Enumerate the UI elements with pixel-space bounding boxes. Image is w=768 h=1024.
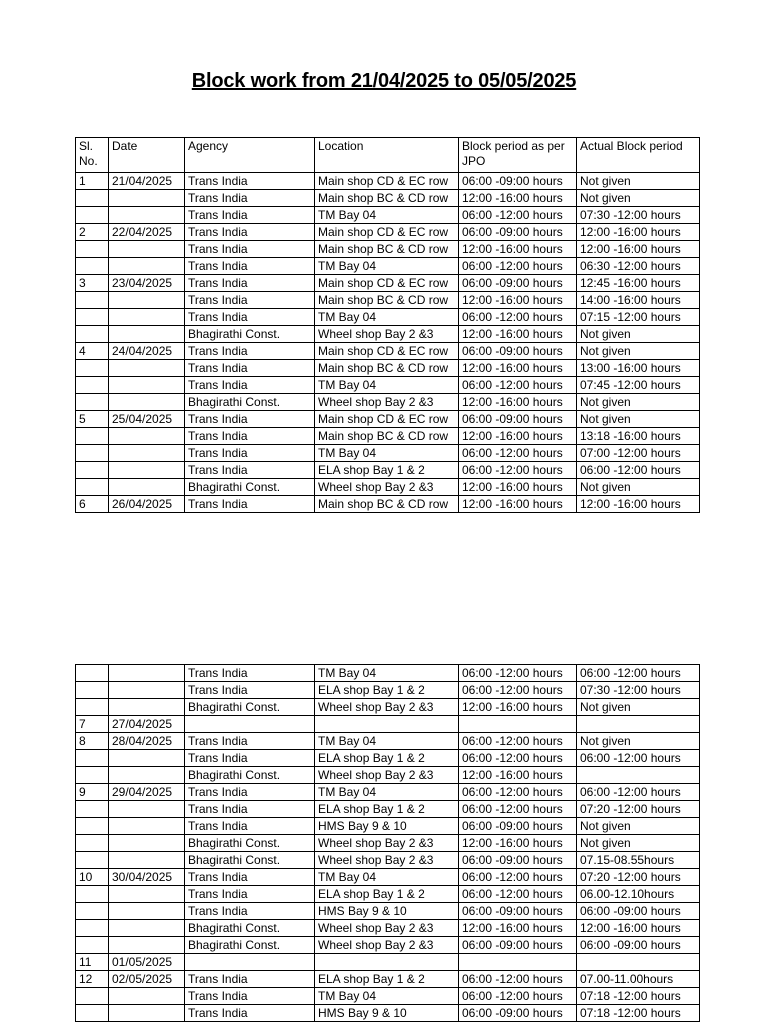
cell-actual-block-period: Not given xyxy=(577,326,700,343)
page-title: Block work from 21/04/2025 to 05/05/2025 xyxy=(191,70,577,92)
table-row xyxy=(76,869,700,886)
cell-sl-no xyxy=(76,767,109,784)
cell-date xyxy=(109,479,185,496)
cell-location: HMS Bay 9 & 10 xyxy=(315,1005,459,1022)
cell-block-period-jpo: 06:00 -09:00 hours xyxy=(459,903,577,920)
cell-location: TM Bay 04 xyxy=(315,258,459,275)
cell-actual-block-period: 13:00 -16:00 hours xyxy=(577,360,700,377)
cell-date: 21/04/2025 xyxy=(109,173,185,190)
cell-agency: Trans India xyxy=(185,733,315,750)
cell-sl-no xyxy=(76,479,109,496)
cell-location: TM Bay 04 xyxy=(315,665,459,682)
table-row xyxy=(76,445,700,462)
cell-agency: Bhagirathi Const. xyxy=(185,937,315,954)
cell-location: Wheel shop Bay 2 &3 xyxy=(315,937,459,954)
cell-sl-no: 5 xyxy=(76,411,109,428)
cell-date: 30/04/2025 xyxy=(109,869,185,886)
cell-sl-no xyxy=(76,326,109,343)
header-block-period-jpo: Block period as per JPO xyxy=(459,138,577,173)
cell-date xyxy=(109,699,185,716)
cell-block-period-jpo: 06:00 -09:00 hours xyxy=(459,224,577,241)
cell-actual-block-period: Not given xyxy=(577,343,700,360)
cell-agency: Trans India xyxy=(185,190,315,207)
cell-sl-no xyxy=(76,903,109,920)
cell-location: TM Bay 04 xyxy=(315,784,459,801)
cell-block-period-jpo: 06:00 -09:00 hours xyxy=(459,937,577,954)
cell-date xyxy=(109,462,185,479)
cell-sl-no: 4 xyxy=(76,343,109,360)
cell-location: Main shop BC & CD row xyxy=(315,496,459,513)
table-row xyxy=(76,411,700,428)
cell-actual-block-period: Not given xyxy=(577,835,700,852)
cell-location: Wheel shop Bay 2 &3 xyxy=(315,479,459,496)
cell-date: 25/04/2025 xyxy=(109,411,185,428)
cell-date xyxy=(109,1005,185,1022)
cell-block-period-jpo xyxy=(459,716,577,733)
cell-date xyxy=(109,207,185,224)
header-actual-block-period: Actual Block period xyxy=(577,138,700,173)
table-row xyxy=(76,309,700,326)
cell-agency: Trans India xyxy=(185,343,315,360)
cell-block-period-jpo: 06:00 -09:00 hours xyxy=(459,852,577,869)
table-row xyxy=(76,954,700,971)
cell-agency: Trans India xyxy=(185,292,315,309)
cell-block-period-jpo: 06:00 -12:00 hours xyxy=(459,377,577,394)
table-row xyxy=(76,275,700,292)
cell-location: Main shop CD & EC row xyxy=(315,411,459,428)
table-row xyxy=(76,699,700,716)
cell-date xyxy=(109,903,185,920)
table-row xyxy=(76,190,700,207)
cell-location xyxy=(315,716,459,733)
cell-agency: Trans India xyxy=(185,207,315,224)
cell-actual-block-period: 07:20 -12:00 hours xyxy=(577,801,700,818)
cell-block-period-jpo: 06:00 -12:00 hours xyxy=(459,309,577,326)
cell-date: 23/04/2025 xyxy=(109,275,185,292)
cell-block-period-jpo: 12:00 -16:00 hours xyxy=(459,241,577,258)
cell-sl-no xyxy=(76,665,109,682)
cell-actual-block-period: 06:00 -12:00 hours xyxy=(577,462,700,479)
cell-date xyxy=(109,394,185,411)
cell-actual-block-period: 06:30 -12:00 hours xyxy=(577,258,700,275)
cell-block-period-jpo: 12:00 -16:00 hours xyxy=(459,767,577,784)
cell-block-period-jpo: 12:00 -16:00 hours xyxy=(459,699,577,716)
cell-block-period-jpo: 06:00 -12:00 hours xyxy=(459,750,577,767)
cell-date xyxy=(109,428,185,445)
cell-block-period-jpo: 12:00 -16:00 hours xyxy=(459,326,577,343)
cell-location: ELA shop Bay 1 & 2 xyxy=(315,886,459,903)
cell-agency: Trans India xyxy=(185,886,315,903)
cell-location: TM Bay 04 xyxy=(315,445,459,462)
cell-location: ELA shop Bay 1 & 2 xyxy=(315,971,459,988)
table-row xyxy=(76,682,700,699)
table-row xyxy=(76,292,700,309)
cell-agency: Trans India xyxy=(185,869,315,886)
cell-location: Main shop BC & CD row xyxy=(315,428,459,445)
table-row xyxy=(76,241,700,258)
cell-sl-no xyxy=(76,750,109,767)
cell-block-period-jpo: 06:00 -12:00 hours xyxy=(459,801,577,818)
cell-date xyxy=(109,309,185,326)
cell-block-period-jpo: 06:00 -12:00 hours xyxy=(459,869,577,886)
cell-date xyxy=(109,292,185,309)
cell-block-period-jpo: 06:00 -12:00 hours xyxy=(459,445,577,462)
cell-block-period-jpo: 12:00 -16:00 hours xyxy=(459,496,577,513)
cell-agency: Trans India xyxy=(185,818,315,835)
table-row xyxy=(76,733,700,750)
cell-actual-block-period: 07:15 -12:00 hours xyxy=(577,309,700,326)
table-row xyxy=(76,326,700,343)
header-sl-no: Sl. No. xyxy=(76,138,109,173)
cell-actual-block-period xyxy=(577,716,700,733)
cell-date: 22/04/2025 xyxy=(109,224,185,241)
cell-date: 01/05/2025 xyxy=(109,954,185,971)
cell-block-period-jpo: 06:00 -12:00 hours xyxy=(459,988,577,1005)
cell-date: 27/04/2025 xyxy=(109,716,185,733)
cell-date xyxy=(109,750,185,767)
cell-agency: Trans India xyxy=(185,801,315,818)
cell-block-period-jpo: 12:00 -16:00 hours xyxy=(459,292,577,309)
cell-sl-no xyxy=(76,1005,109,1022)
table-row xyxy=(76,767,700,784)
cell-location: Main shop CD & EC row xyxy=(315,224,459,241)
cell-location: HMS Bay 9 & 10 xyxy=(315,818,459,835)
cell-location: Main shop CD & EC row xyxy=(315,173,459,190)
table-row xyxy=(76,852,700,869)
cell-date xyxy=(109,920,185,937)
cell-block-period-jpo: 12:00 -16:00 hours xyxy=(459,190,577,207)
cell-location: ELA shop Bay 1 & 2 xyxy=(315,750,459,767)
cell-sl-no xyxy=(76,309,109,326)
cell-block-period-jpo: 06:00 -12:00 hours xyxy=(459,258,577,275)
cell-agency: Trans India xyxy=(185,241,315,258)
cell-actual-block-period: 07:18 -12:00 hours xyxy=(577,988,700,1005)
cell-block-period-jpo: 06:00 -09:00 hours xyxy=(459,818,577,835)
cell-agency: Bhagirathi Const. xyxy=(185,479,315,496)
cell-agency: Trans India xyxy=(185,360,315,377)
cell-date xyxy=(109,835,185,852)
cell-agency: Trans India xyxy=(185,462,315,479)
cell-location: Wheel shop Bay 2 &3 xyxy=(315,835,459,852)
cell-actual-block-period: 07:00 -12:00 hours xyxy=(577,445,700,462)
cell-actual-block-period: 06:00 -12:00 hours xyxy=(577,750,700,767)
cell-agency xyxy=(185,716,315,733)
cell-sl-no: 10 xyxy=(76,869,109,886)
cell-actual-block-period: 06:00 -12:00 hours xyxy=(577,784,700,801)
table-row xyxy=(76,428,700,445)
cell-agency: Bhagirathi Const. xyxy=(185,699,315,716)
cell-actual-block-period: Not given xyxy=(577,479,700,496)
cell-block-period-jpo: 12:00 -16:00 hours xyxy=(459,479,577,496)
cell-date xyxy=(109,767,185,784)
table-row xyxy=(76,360,700,377)
cell-location: TM Bay 04 xyxy=(315,733,459,750)
cell-sl-no xyxy=(76,207,109,224)
cell-location: Wheel shop Bay 2 &3 xyxy=(315,326,459,343)
cell-block-period-jpo: 06:00 -12:00 hours xyxy=(459,207,577,224)
cell-actual-block-period: 13:18 -16:00 hours xyxy=(577,428,700,445)
cell-date: 29/04/2025 xyxy=(109,784,185,801)
cell-actual-block-period: 12:00 -16:00 hours xyxy=(577,224,700,241)
cell-block-period-jpo: 06:00 -09:00 hours xyxy=(459,411,577,428)
cell-location: Main shop CD & EC row xyxy=(315,275,459,292)
cell-date xyxy=(109,360,185,377)
cell-agency: Trans India xyxy=(185,173,315,190)
cell-location: TM Bay 04 xyxy=(315,988,459,1005)
table-row xyxy=(76,343,700,360)
cell-location: Main shop BC & CD row xyxy=(315,241,459,258)
cell-block-period-jpo: 06:00 -12:00 hours xyxy=(459,886,577,903)
cell-agency: Bhagirathi Const. xyxy=(185,835,315,852)
cell-agency xyxy=(185,954,315,971)
block-work-table-part-1 xyxy=(75,137,700,513)
cell-actual-block-period: Not given xyxy=(577,190,700,207)
cell-sl-no: 7 xyxy=(76,716,109,733)
table-row xyxy=(76,886,700,903)
cell-date xyxy=(109,326,185,343)
cell-location: Wheel shop Bay 2 &3 xyxy=(315,920,459,937)
table-row xyxy=(76,173,700,190)
cell-location: Wheel shop Bay 2 &3 xyxy=(315,767,459,784)
cell-sl-no: 1 xyxy=(76,173,109,190)
cell-date xyxy=(109,241,185,258)
cell-agency: Trans India xyxy=(185,224,315,241)
cell-actual-block-period: 12:45 -16:00 hours xyxy=(577,275,700,292)
cell-date xyxy=(109,445,185,462)
cell-sl-no: 6 xyxy=(76,496,109,513)
table-row xyxy=(76,835,700,852)
cell-agency: Trans India xyxy=(185,665,315,682)
cell-block-period-jpo: 06:00 -12:00 hours xyxy=(459,682,577,699)
cell-date xyxy=(109,682,185,699)
cell-agency: Trans India xyxy=(185,411,315,428)
cell-block-period-jpo: 12:00 -16:00 hours xyxy=(459,360,577,377)
cell-sl-no xyxy=(76,818,109,835)
cell-agency: Bhagirathi Const. xyxy=(185,326,315,343)
table-row xyxy=(76,665,700,682)
cell-sl-no xyxy=(76,292,109,309)
table-row xyxy=(76,818,700,835)
cell-actual-block-period: 06:00 -09:00 hours xyxy=(577,937,700,954)
cell-sl-no xyxy=(76,988,109,1005)
cell-sl-no xyxy=(76,258,109,275)
cell-sl-no xyxy=(76,394,109,411)
table-row xyxy=(76,784,700,801)
cell-date: 02/05/2025 xyxy=(109,971,185,988)
cell-sl-no: 11 xyxy=(76,954,109,971)
cell-sl-no xyxy=(76,801,109,818)
cell-agency: Bhagirathi Const. xyxy=(185,394,315,411)
cell-agency: Trans India xyxy=(185,1005,315,1022)
cell-sl-no: 3 xyxy=(76,275,109,292)
cell-actual-block-period: Not given xyxy=(577,733,700,750)
cell-sl-no xyxy=(76,835,109,852)
cell-agency: Trans India xyxy=(185,428,315,445)
cell-actual-block-period: Not given xyxy=(577,173,700,190)
cell-date xyxy=(109,886,185,903)
cell-date xyxy=(109,258,185,275)
cell-block-period-jpo: 06:00 -12:00 hours xyxy=(459,784,577,801)
cell-agency: Trans India xyxy=(185,784,315,801)
cell-actual-block-period: 07:30 -12:00 hours xyxy=(577,682,700,699)
cell-sl-no xyxy=(76,241,109,258)
table-row xyxy=(76,224,700,241)
cell-agency: Trans India xyxy=(185,445,315,462)
cell-date: 26/04/2025 xyxy=(109,496,185,513)
block-work-table-part-2 xyxy=(75,664,700,1022)
cell-sl-no: 8 xyxy=(76,733,109,750)
cell-agency: Trans India xyxy=(185,377,315,394)
cell-block-period-jpo: 06:00 -09:00 hours xyxy=(459,343,577,360)
cell-agency: Trans India xyxy=(185,971,315,988)
cell-actual-block-period: 12:00 -16:00 hours xyxy=(577,496,700,513)
cell-block-period-jpo xyxy=(459,954,577,971)
cell-sl-no xyxy=(76,682,109,699)
table-row xyxy=(76,207,700,224)
cell-block-period-jpo: 06:00 -09:00 hours xyxy=(459,173,577,190)
cell-date xyxy=(109,377,185,394)
cell-sl-no xyxy=(76,937,109,954)
cell-location: Main shop CD & EC row xyxy=(315,343,459,360)
cell-agency: Trans India xyxy=(185,682,315,699)
cell-agency: Trans India xyxy=(185,750,315,767)
cell-date xyxy=(109,190,185,207)
cell-sl-no xyxy=(76,920,109,937)
cell-block-period-jpo: 06:00 -12:00 hours xyxy=(459,971,577,988)
cell-date xyxy=(109,665,185,682)
cell-location: TM Bay 04 xyxy=(315,377,459,394)
cell-block-period-jpo: 06:00 -12:00 hours xyxy=(459,462,577,479)
cell-actual-block-period: 07:45 -12:00 hours xyxy=(577,377,700,394)
cell-agency: Trans India xyxy=(185,309,315,326)
cell-agency: Bhagirathi Const. xyxy=(185,920,315,937)
table-row xyxy=(76,971,700,988)
cell-sl-no xyxy=(76,428,109,445)
table-row xyxy=(76,462,700,479)
cell-actual-block-period: 12:00 -16:00 hours xyxy=(577,241,700,258)
table-row xyxy=(76,988,700,1005)
cell-location: Wheel shop Bay 2 &3 xyxy=(315,699,459,716)
cell-block-period-jpo: 12:00 -16:00 hours xyxy=(459,394,577,411)
cell-block-period-jpo: 06:00 -12:00 hours xyxy=(459,665,577,682)
cell-agency: Bhagirathi Const. xyxy=(185,852,315,869)
cell-sl-no xyxy=(76,190,109,207)
cell-location: Main shop BC & CD row xyxy=(315,292,459,309)
cell-actual-block-period: 14:00 -16:00 hours xyxy=(577,292,700,309)
cell-location: TM Bay 04 xyxy=(315,869,459,886)
cell-actual-block-period: 07.15-08.55hours xyxy=(577,852,700,869)
cell-actual-block-period: 07:30 -12:00 hours xyxy=(577,207,700,224)
cell-actual-block-period: 07:20 -12:00 hours xyxy=(577,869,700,886)
cell-date xyxy=(109,852,185,869)
table-row xyxy=(76,1005,700,1022)
cell-actual-block-period: 06:00 -09:00 hours xyxy=(577,903,700,920)
cell-actual-block-period: Not given xyxy=(577,818,700,835)
cell-block-period-jpo: 06:00 -12:00 hours xyxy=(459,733,577,750)
cell-actual-block-period: 07:18 -12:00 hours xyxy=(577,1005,700,1022)
cell-agency: Trans India xyxy=(185,275,315,292)
cell-agency: Trans India xyxy=(185,496,315,513)
cell-location: TM Bay 04 xyxy=(315,207,459,224)
cell-agency: Bhagirathi Const. xyxy=(185,767,315,784)
cell-location: TM Bay 04 xyxy=(315,309,459,326)
cell-sl-no xyxy=(76,445,109,462)
cell-location: ELA shop Bay 1 & 2 xyxy=(315,462,459,479)
cell-actual-block-period xyxy=(577,767,700,784)
cell-sl-no: 12 xyxy=(76,971,109,988)
cell-date xyxy=(109,801,185,818)
cell-agency: Trans India xyxy=(185,258,315,275)
table-row xyxy=(76,903,700,920)
cell-sl-no xyxy=(76,886,109,903)
cell-actual-block-period: 12:00 -16:00 hours xyxy=(577,920,700,937)
table-row xyxy=(76,937,700,954)
cell-sl-no xyxy=(76,377,109,394)
table-header-row xyxy=(76,138,700,173)
table-row xyxy=(76,496,700,513)
cell-agency: Trans India xyxy=(185,903,315,920)
header-date: Date xyxy=(109,138,185,173)
table-row xyxy=(76,750,700,767)
cell-sl-no xyxy=(76,699,109,716)
cell-date xyxy=(109,937,185,954)
cell-location: Wheel shop Bay 2 &3 xyxy=(315,852,459,869)
cell-actual-block-period: 06.00-12.10hours xyxy=(577,886,700,903)
cell-date xyxy=(109,818,185,835)
cell-sl-no xyxy=(76,852,109,869)
cell-location: Main shop BC & CD row xyxy=(315,360,459,377)
cell-block-period-jpo: 06:00 -09:00 hours xyxy=(459,275,577,292)
table-row xyxy=(76,377,700,394)
cell-sl-no: 2 xyxy=(76,224,109,241)
cell-actual-block-period: 06:00 -12:00 hours xyxy=(577,665,700,682)
cell-actual-block-period: 07.00-11.00hours xyxy=(577,971,700,988)
cell-actual-block-period xyxy=(577,954,700,971)
cell-sl-no xyxy=(76,462,109,479)
cell-sl-no: 9 xyxy=(76,784,109,801)
table-row xyxy=(76,479,700,496)
cell-block-period-jpo: 12:00 -16:00 hours xyxy=(459,428,577,445)
cell-actual-block-period: Not given xyxy=(577,394,700,411)
cell-actual-block-period: Not given xyxy=(577,699,700,716)
cell-date: 24/04/2025 xyxy=(109,343,185,360)
cell-location: ELA shop Bay 1 & 2 xyxy=(315,801,459,818)
table-row xyxy=(76,920,700,937)
cell-date xyxy=(109,988,185,1005)
table-row xyxy=(76,258,700,275)
cell-block-period-jpo: 06:00 -09:00 hours xyxy=(459,1005,577,1022)
cell-location: ELA shop Bay 1 & 2 xyxy=(315,682,459,699)
table-row xyxy=(76,801,700,818)
header-location: Location xyxy=(315,138,459,173)
cell-date: 28/04/2025 xyxy=(109,733,185,750)
cell-location xyxy=(315,954,459,971)
header-agency: Agency xyxy=(185,138,315,173)
cell-block-period-jpo: 12:00 -16:00 hours xyxy=(459,920,577,937)
cell-sl-no xyxy=(76,360,109,377)
cell-actual-block-period: Not given xyxy=(577,411,700,428)
cell-agency: Trans India xyxy=(185,988,315,1005)
cell-block-period-jpo: 12:00 -16:00 hours xyxy=(459,835,577,852)
cell-location: Main shop BC & CD row xyxy=(315,190,459,207)
cell-location: HMS Bay 9 & 10 xyxy=(315,903,459,920)
table-row xyxy=(76,716,700,733)
cell-location: Wheel shop Bay 2 &3 xyxy=(315,394,459,411)
table-row xyxy=(76,394,700,411)
